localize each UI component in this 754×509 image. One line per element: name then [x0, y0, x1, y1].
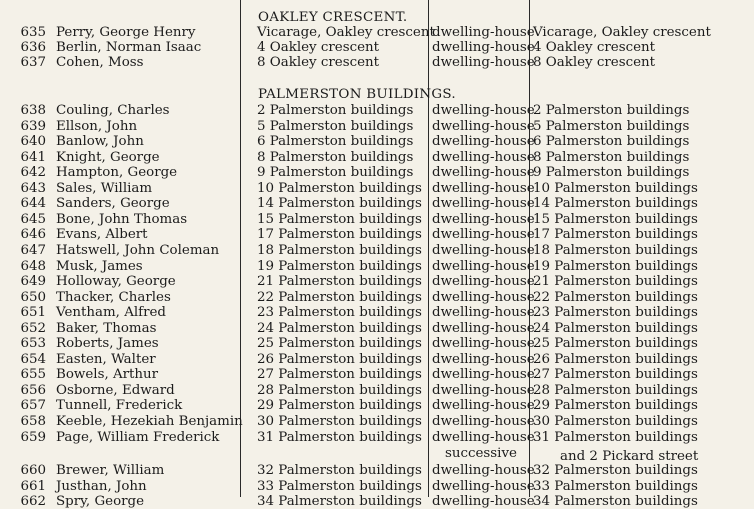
row-name: Ellson, John — [56, 118, 138, 134]
row-name: Banlow, John — [56, 134, 144, 150]
row-name: Osborne, Edward — [56, 382, 175, 398]
row-no: 650 — [20, 289, 46, 305]
row-no: 649 — [20, 274, 46, 290]
row-qual: 27 Palmerston buildings — [533, 367, 698, 383]
row-desc: dwelling-house — [432, 180, 535, 196]
row-address: 27 Palmerston buildings — [257, 367, 422, 383]
row-qual: 18 Palmerston buildings — [533, 242, 698, 258]
row-no: 636 — [20, 40, 46, 56]
row-qual: 8 Oakley crescent — [533, 55, 656, 71]
row-desc: dwelling-house — [432, 463, 535, 478]
row-qual: 26 Palmerston buildings — [533, 351, 698, 367]
row-desc: dwelling-house — [432, 211, 535, 227]
row-no: 639 — [20, 118, 46, 134]
row-name: Baker, Thomas — [56, 320, 157, 336]
row-address: 10 Palmerston buildings — [257, 180, 422, 196]
row-address: 6 Palmerston buildings — [257, 134, 414, 150]
row-659-desc-extra: successive — [445, 446, 517, 461]
row-name: Bowels, Arthur — [56, 367, 159, 383]
row-name: Musk, James — [56, 258, 143, 274]
row-no: 653 — [20, 336, 46, 352]
row-desc: dwelling-house — [432, 429, 535, 445]
row-no: 659 — [20, 429, 46, 445]
row-qual: 30 Palmerston buildings — [533, 414, 698, 429]
row-desc: dwelling-house — [432, 258, 535, 274]
row-name: Keeble, Hezekiah Benjamin — [56, 414, 243, 429]
row-desc: dwelling-house — [432, 336, 535, 352]
row-name: Sanders, George — [56, 196, 170, 212]
row-address: 8 Oakley crescent — [257, 55, 380, 71]
row-address: 14 Palmerston buildings — [257, 196, 422, 212]
row-address: 26 Palmerston buildings — [257, 351, 422, 367]
row-qual: 23 Palmerston buildings — [533, 305, 698, 321]
row-name: Justhan, John — [56, 478, 147, 494]
row-qual: 9 Palmerston buildings — [533, 165, 690, 181]
row-desc: dwelling-house — [432, 55, 535, 71]
row-desc: dwelling-house — [432, 40, 535, 56]
row-no: 638 — [20, 103, 46, 118]
row-address: 5 Palmerston buildings — [257, 118, 414, 134]
row-no: 644 — [20, 196, 46, 212]
row-desc: dwelling-house — [432, 367, 535, 383]
row-desc: dwelling-house — [432, 103, 535, 118]
row-address: 23 Palmerston buildings — [257, 305, 422, 321]
row-name: Perry, George Henry — [56, 25, 196, 40]
row-address: 8 Palmerston buildings — [257, 149, 414, 165]
row-no: 647 — [20, 242, 46, 258]
row-address: 4 Oakley crescent — [257, 40, 380, 56]
row-desc: dwelling-house — [432, 414, 535, 429]
row-desc: dwelling-house — [432, 494, 535, 509]
row-desc: dwelling-house — [432, 382, 535, 398]
row-name: Page, William Frederick — [56, 429, 220, 445]
row-address: 22 Palmerston buildings — [257, 289, 422, 305]
row-address: 29 Palmerston buildings — [257, 398, 422, 414]
row-name: Roberts, James — [56, 336, 159, 352]
row-qual: 28 Palmerston buildings — [533, 382, 698, 398]
row-desc: dwelling-house — [432, 196, 535, 212]
row-address: 25 Palmerston buildings — [257, 336, 422, 352]
row-no: 651 — [20, 305, 46, 321]
row-name: Cohen, Moss — [56, 55, 144, 71]
row-desc: dwelling-house — [432, 149, 535, 165]
row-address: 17 Palmerston buildings — [257, 227, 422, 243]
row-name: Hampton, George — [56, 165, 178, 181]
heading-palmerston-buildings: PALMERSTON BUILDINGS. — [258, 87, 456, 102]
row-qual: 22 Palmerston buildings — [533, 289, 698, 305]
row-address: Vicarage, Oakley crescent — [257, 25, 435, 40]
row-qual: 14 Palmerston buildings — [533, 196, 698, 212]
row-desc: dwelling-house — [432, 320, 535, 336]
row-name: Couling, Charles — [56, 103, 170, 118]
row-qual: 4 Oakley crescent — [533, 40, 656, 56]
row-name: Thacker, Charles — [56, 289, 171, 305]
column-rule-middle — [428, 0, 429, 497]
row-address: 19 Palmerston buildings — [257, 258, 422, 274]
row-address: 32 Palmerston buildings — [257, 463, 422, 478]
row-address: 31 Palmerston buildings — [257, 429, 422, 445]
row-desc: dwelling-house — [432, 351, 535, 367]
row-name: Easten, Walter — [56, 351, 156, 367]
row-qual: 32 Palmerston buildings — [533, 463, 698, 478]
row-no: 646 — [20, 227, 46, 243]
row-qual: 10 Palmerston buildings — [533, 180, 698, 196]
row-qual: 19 Palmerston buildings — [533, 258, 698, 274]
row-name: Brewer, William — [56, 463, 165, 478]
row-name: Holloway, George — [56, 274, 176, 290]
row-address: 33 Palmerston buildings — [257, 478, 422, 494]
row-qual: 29 Palmerston buildings — [533, 398, 698, 414]
row-no: 662 — [20, 494, 46, 509]
row-qual: 6 Palmerston buildings — [533, 134, 690, 150]
row-name: Bone, John Thomas — [56, 211, 188, 227]
row-name: Hatswell, John Coleman — [56, 242, 220, 258]
row-qual: 25 Palmerston buildings — [533, 336, 698, 352]
row-name: Knight, George — [56, 149, 160, 165]
row-address: 18 Palmerston buildings — [257, 242, 422, 258]
row-desc: dwelling-house — [432, 478, 535, 494]
row-address: 28 Palmerston buildings — [257, 382, 422, 398]
row-no: 642 — [20, 165, 46, 181]
row-qual: 34 Palmerston buildings — [533, 494, 698, 509]
row-address: 21 Palmerston buildings — [257, 274, 422, 290]
row-desc: dwelling-house — [432, 134, 535, 150]
row-no: 643 — [20, 180, 46, 196]
row-no: 660 — [20, 463, 46, 478]
row-qual: 24 Palmerston buildings — [533, 320, 698, 336]
row-no: 637 — [20, 55, 46, 71]
row-no: 656 — [20, 382, 46, 398]
row-address: 15 Palmerston buildings — [257, 211, 422, 227]
row-no: 635 — [20, 25, 46, 40]
row-no: 658 — [20, 414, 46, 429]
row-no: 645 — [20, 211, 46, 227]
row-address: 30 Palmerston buildings — [257, 414, 422, 429]
row-qual: 8 Palmerston buildings — [533, 149, 690, 165]
row-desc: dwelling-house — [432, 305, 535, 321]
row-desc: dwelling-house — [432, 274, 535, 290]
row-name: Spry, George — [56, 494, 145, 509]
row-qual: 5 Palmerston buildings — [533, 118, 690, 134]
row-address: 2 Palmerston buildings — [257, 103, 414, 118]
row-no: 654 — [20, 351, 46, 367]
row-qual: Vicarage, Oakley crescent — [533, 25, 711, 40]
row-qual: 21 Palmerston buildings — [533, 274, 698, 290]
row-no: 652 — [20, 320, 46, 336]
row-qual: 33 Palmerston buildings — [533, 478, 698, 494]
row-desc: dwelling-house — [432, 227, 535, 243]
row-659-qual-extra: and 2 Pickard street — [560, 449, 699, 464]
row-address: 24 Palmerston buildings — [257, 320, 422, 336]
row-name: Ventham, Alfred — [56, 305, 166, 321]
row-qual: 31 Palmerston buildings — [533, 429, 698, 445]
row-desc: dwelling-house — [432, 25, 535, 40]
row-desc: dwelling-house — [432, 118, 535, 134]
row-qual: 17 Palmerston buildings — [533, 227, 698, 243]
row-qual: 2 Palmerston buildings — [533, 103, 690, 118]
row-name: Sales, William — [56, 180, 153, 196]
row-no: 640 — [20, 134, 46, 150]
row-no: 641 — [20, 149, 46, 165]
row-desc: dwelling-house — [432, 165, 535, 181]
row-no: 648 — [20, 258, 46, 274]
row-address: 34 Palmerston buildings — [257, 494, 422, 509]
row-qual: 15 Palmerston buildings — [533, 211, 698, 227]
row-desc: dwelling-house — [432, 289, 535, 305]
row-name: Tunnell, Frederick — [56, 398, 183, 414]
row-address: 9 Palmerston buildings — [257, 165, 414, 181]
row-desc: dwelling-house — [432, 242, 535, 258]
heading-oakley-crescent: OAKLEY CRESCENT. — [258, 10, 408, 25]
row-no: 655 — [20, 367, 46, 383]
row-desc: dwelling-house — [432, 398, 535, 414]
row-no: 657 — [20, 398, 46, 414]
row-name: Evans, Albert — [56, 227, 148, 243]
row-no: 661 — [20, 478, 46, 494]
row-name: Berlin, Norman Isaac — [56, 40, 202, 56]
